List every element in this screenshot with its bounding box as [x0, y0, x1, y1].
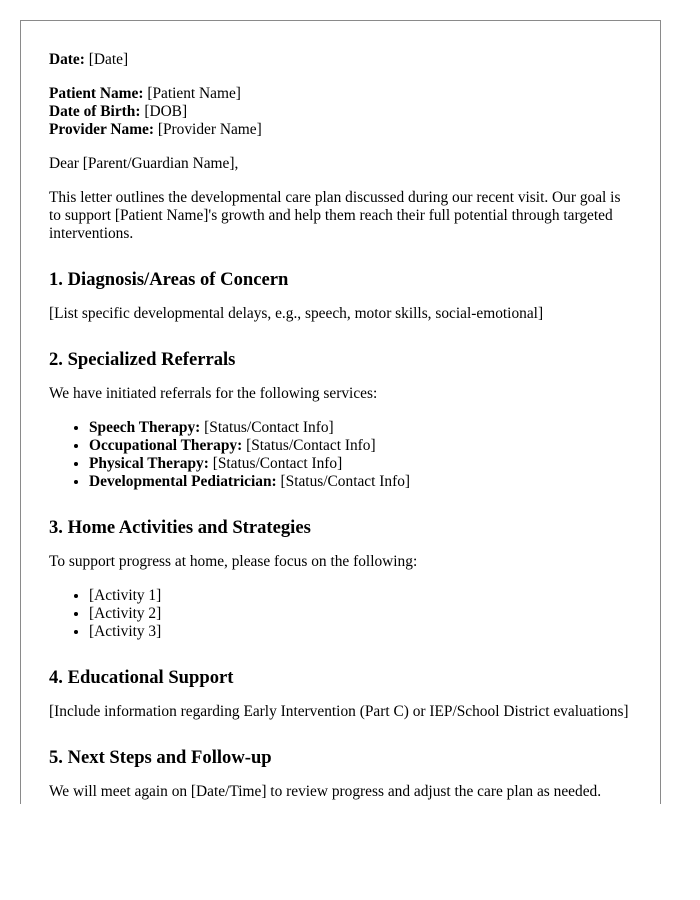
section-text-next-steps: We will meet again on [Date/Time] to review progress and adjust the care plan as needed.: [49, 783, 602, 800]
referral-label: Occupational Therapy:: [89, 437, 243, 454]
section-heading-referrals: 2. Specialized Referrals: [49, 349, 236, 370]
list-item: [89, 437, 632, 455]
list-item: [89, 455, 632, 473]
date-value: [Date]: [88, 51, 129, 68]
section-text-home-activities: To support progress at home, please focus on the following:: [49, 553, 418, 570]
greeting: Dear [Parent/Guardian Name],: [49, 155, 239, 172]
patient-name-line: [49, 85, 632, 103]
section-text-referrals: We have initiated referrals for the following services:: [49, 385, 378, 402]
patient-name-value: [Patient Name]: [147, 85, 241, 102]
section-heading-next-steps: 5. Next Steps and Follow-up: [49, 747, 272, 768]
section-text-educational-support: [Include information regarding Early Intervention (Part C) or IEP/School District evaluations]: [49, 703, 629, 720]
referral-label: Developmental Pediatrician:: [89, 473, 277, 490]
section-text-diagnosis: [List specific developmental delays, e.g., speech, motor skills, social-emotional]: [49, 305, 544, 322]
section-heading-home-activities: 3. Home Activities and Strategies: [49, 517, 311, 538]
referral-value: [Status/Contact Info]: [204, 419, 334, 436]
referral-label: Physical Therapy:: [89, 455, 209, 472]
activities-list: [49, 587, 632, 641]
dob-line: [49, 103, 632, 121]
patient-name-label: Patient Name:: [49, 85, 144, 102]
section-heading-educational-support: 4. Educational Support: [49, 667, 234, 688]
dob-label: Date of Birth:: [49, 103, 141, 120]
referral-value: [Status/Contact Info]: [280, 473, 411, 490]
dob-value: [DOB]: [144, 103, 188, 120]
date-label: Date:: [49, 51, 85, 68]
referrals-list: [49, 419, 632, 491]
list-item: [89, 419, 632, 437]
list-item: • [Activity 1]: [89, 587, 632, 605]
list-item: • [Activity 2]: [89, 605, 632, 623]
referral-value: [Status/Contact Info]: [246, 437, 376, 454]
list-item: [89, 473, 632, 491]
intro-paragraph: This letter outlines the developmental care plan discussed during our recent visit. Our goal is to support [Patient Name]'s growth and help them reach their full potential through targeted interventions.: [49, 189, 621, 242]
section-heading-diagnosis: 1. Diagnosis/Areas of Concern: [49, 269, 289, 290]
referral-label: Speech Therapy:: [89, 419, 201, 436]
provider-line: [49, 121, 632, 139]
referral-value: [Status/Contact Info]: [212, 455, 343, 472]
list-item: • [Activity 3]: [89, 623, 632, 641]
provider-label: Provider Name:: [49, 121, 154, 138]
letter-page: [20, 20, 661, 804]
date-line: [49, 51, 632, 69]
patient-info: [49, 85, 632, 139]
provider-value: [Provider Name]: [157, 121, 262, 138]
